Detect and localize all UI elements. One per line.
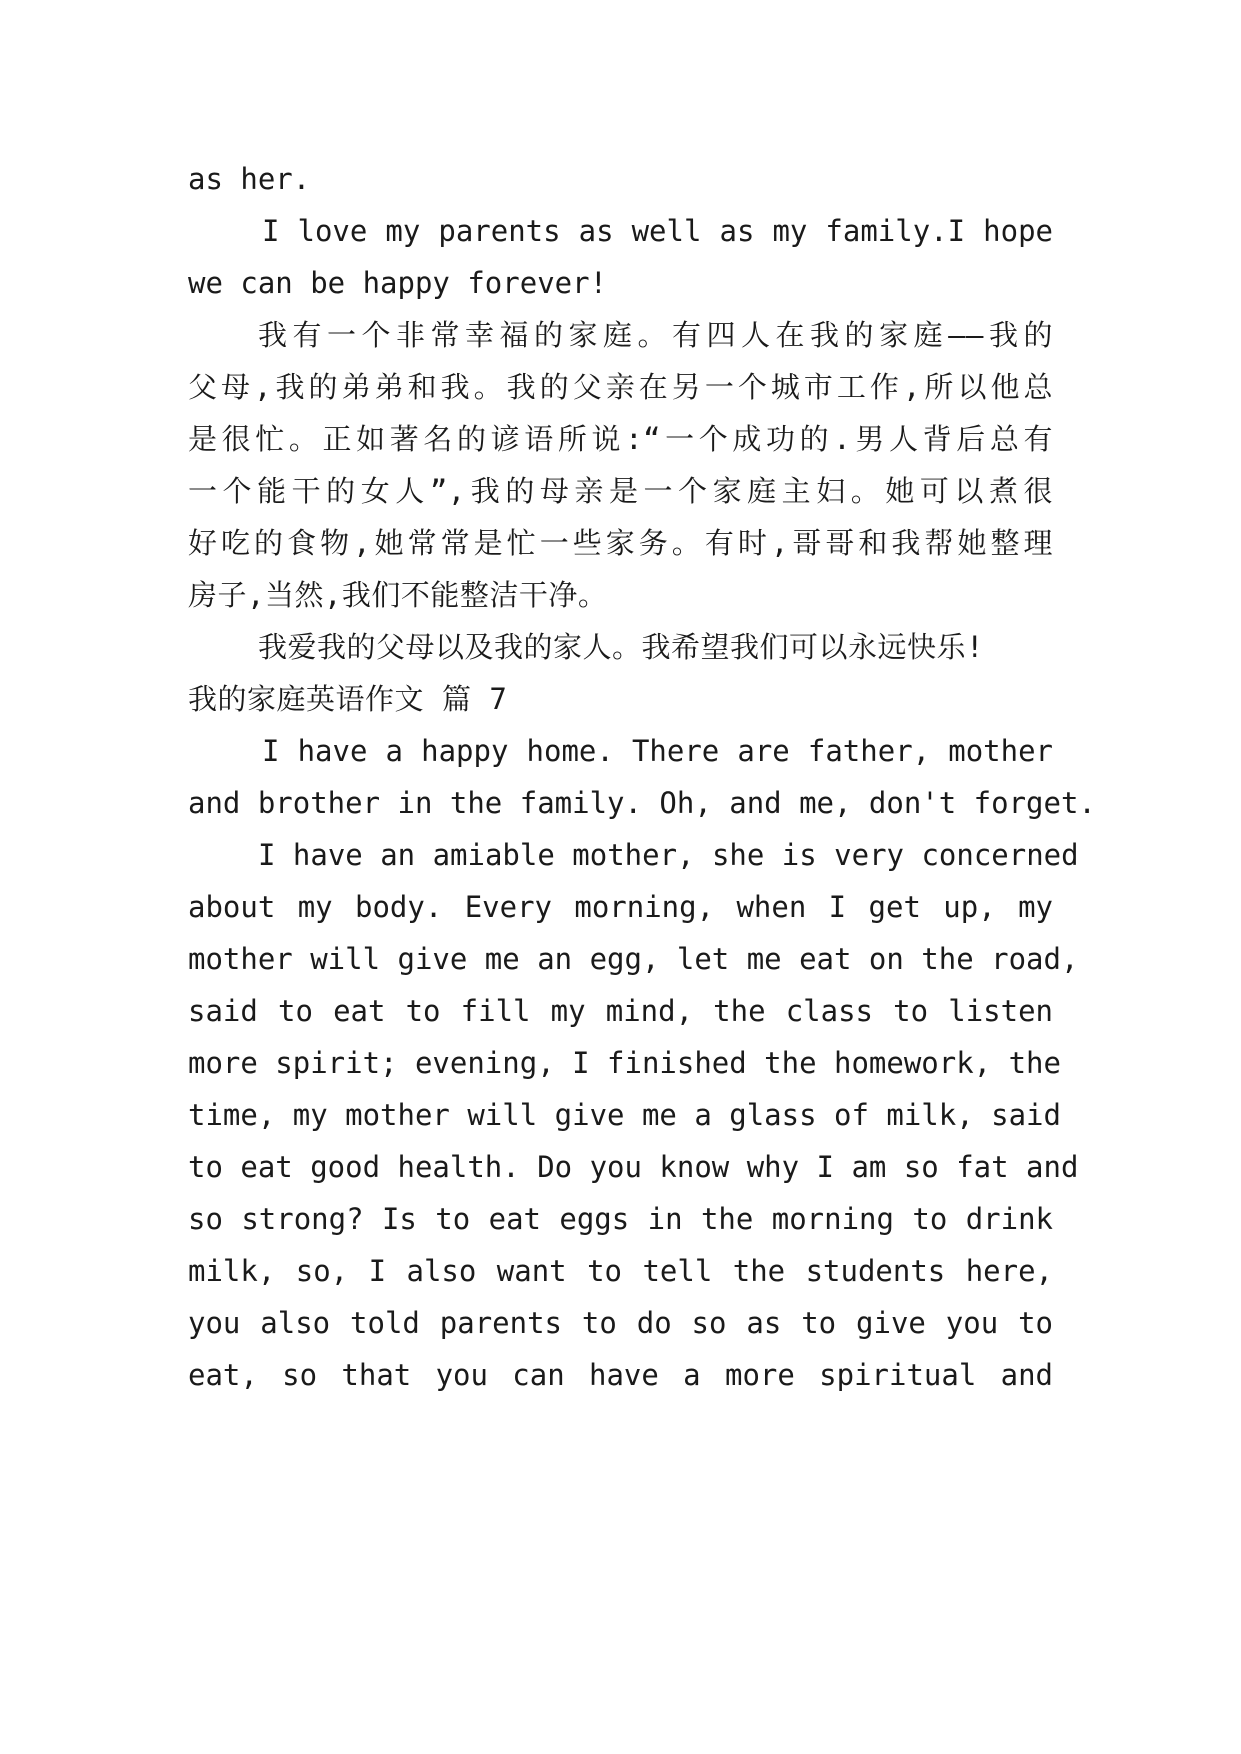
text-line: mother will give me an egg, let me eat on the road, <box>188 942 1079 976</box>
text-line: I have an amiable mother, she is very concerned <box>258 838 1079 872</box>
text-line: 是很忙。正如著名的谚语所说:“一个成功的.男人背后总有 <box>188 422 1053 456</box>
text-line: 我爱我的父母以及我的家人。我希望我们可以永远快乐! <box>258 630 984 664</box>
text-line: as her. <box>188 162 311 196</box>
text-line: time, my mother will give me a glass of milk, said <box>188 1098 1061 1132</box>
text-line: 父母,我的弟弟和我。我的父亲在另一个城市工作,所以他总 <box>188 370 1053 404</box>
text-line: eat, so that you can have a more spiritual and <box>188 1358 1053 1392</box>
text-line: 一个能干的女人”,我的母亲是一个家庭主妇。她可以煮很 <box>188 474 1053 508</box>
text-line: you also told parents to do so as to give you to <box>188 1306 1053 1340</box>
text-line: 好吃的食物,她常常是忙一些家务。有时,哥哥和我帮她整理 <box>188 526 1053 560</box>
text-line: about my body. Every morning, when I get up, my <box>188 890 1053 924</box>
section-heading: 我的家庭英语作文 篇 7 <box>188 682 508 716</box>
text-line: more spirit; evening, I finished the homework, the <box>188 1046 1061 1080</box>
text-line: said to eat to fill my mind, the class to listen <box>188 994 1053 1028</box>
text-line: milk, so, I also want to tell the students here, <box>188 1254 1053 1288</box>
text-line: I love my parents as well as my family.I hope <box>262 214 1053 248</box>
text-line: so strong? Is to eat eggs in the morning to drink <box>188 1202 1053 1236</box>
text-line: we can be happy forever! <box>188 266 608 300</box>
text-line: I have a happy home. There are father, mother <box>262 734 1053 768</box>
text-line: 房子,当然,我们不能整洁干净。 <box>188 578 608 612</box>
text-line: to eat good health. Do you know why I am so fat and <box>188 1150 1079 1184</box>
text-line: and brother in the family. Oh, and me, don't forget. <box>188 786 1096 820</box>
text-line: 我有一个非常幸福的家庭。有四人在我的家庭——我的 <box>258 318 1053 352</box>
